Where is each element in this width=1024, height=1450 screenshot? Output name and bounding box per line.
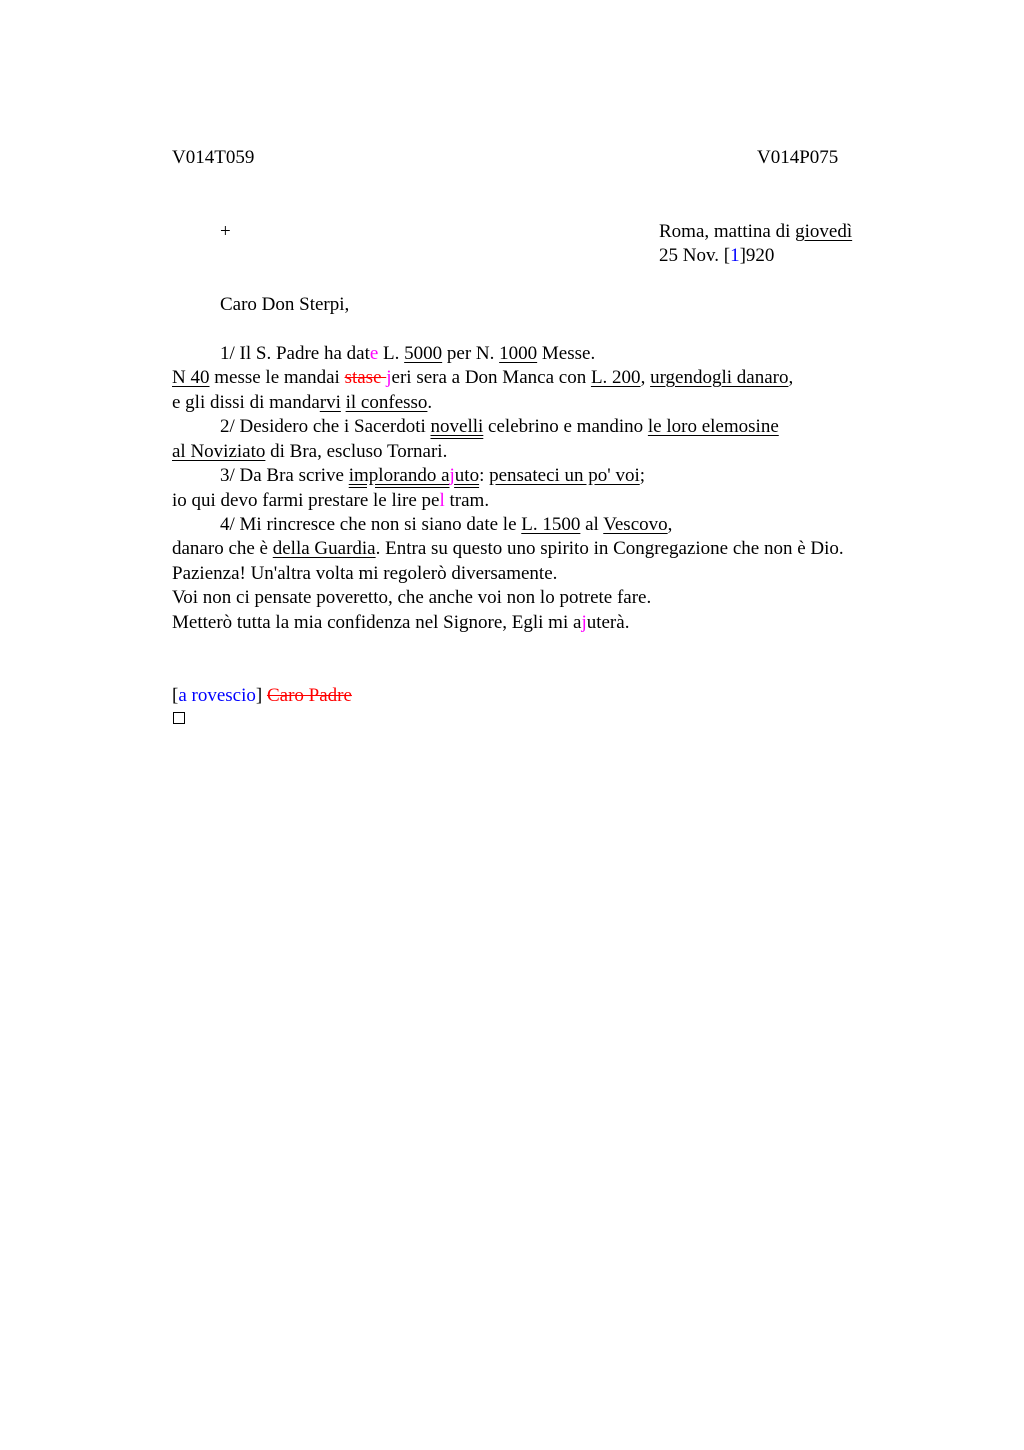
text-run: messe le mandai (209, 367, 345, 388)
body-line-6 (220, 464, 645, 488)
text-run: celebrino e mandino (483, 416, 648, 437)
text-run: danaro che è (172, 538, 273, 559)
body-line-9 (172, 537, 844, 561)
text-run: , (640, 367, 651, 388)
empty-box-icon (173, 712, 185, 724)
text-run: di Bra, escluso Tornari. (265, 441, 448, 462)
date-suffix: ]920 (739, 245, 775, 266)
cross-mark: + (220, 221, 231, 242)
added-text: l (439, 490, 445, 511)
text-run: . Entra su questo uno spirito in Congregazione che non è Dio. (375, 538, 844, 559)
underlined-text: urgendogli danaro (650, 367, 789, 388)
body-line-7 (172, 489, 489, 513)
text-run: ; (639, 465, 646, 486)
added-text: j (449, 465, 455, 486)
double-underlined-text: novelli (430, 416, 484, 437)
added-text: e (369, 343, 379, 364)
underlined-text: pensateci un po' voi (489, 465, 640, 486)
underlined-text: L. 1500 (521, 514, 581, 535)
salutation: Caro Don Sterpi, (220, 294, 350, 315)
text-run: uterà. (586, 612, 630, 633)
date-prefix: 25 Nov. [ (659, 245, 731, 266)
header-right-code: V014P075 (757, 147, 839, 168)
header-left-code: V014T059 (172, 147, 255, 168)
text-run: : (479, 465, 490, 486)
underlined-text: della Guardia (272, 538, 376, 559)
body-line-5 (172, 440, 447, 464)
underlined-text: al Noviziato (172, 441, 266, 462)
deleted-text: stase (344, 367, 387, 388)
body-line-3 (172, 391, 432, 415)
underlined-text: Vescovo (603, 514, 668, 535)
body-line-12 (172, 611, 629, 635)
body-line-10: Pazienza! Un'altra volta mi regolerò diversamente. (172, 563, 558, 584)
text-run: Messe. (537, 343, 596, 364)
text-run: eri sera a Don Manca con (391, 367, 591, 388)
underlined-text: il confesso (345, 392, 428, 413)
dateline-place (659, 220, 852, 244)
text-run: tram. (444, 490, 490, 511)
underlined-text: 5000 (404, 343, 443, 364)
text-run: 1/ Il S. Padre ha dat (220, 343, 370, 364)
underlined-text: L. 200 (590, 367, 641, 388)
body-line-2 (172, 366, 793, 390)
body-line-11: Voi non ci pensate poveretto, che anche voi non lo potrete fare. (172, 587, 652, 608)
date-inserted: 1 (730, 245, 740, 266)
text-run: 2/ Desidero che i Sacerdoti (220, 416, 431, 437)
double-underlined-text (349, 465, 479, 486)
text-run: , (788, 367, 794, 388)
text-run: uto (454, 465, 480, 486)
underlined-text: rvi (319, 392, 341, 413)
added-text: j (581, 612, 587, 633)
dateline-date (659, 244, 774, 268)
body-line-8 (220, 513, 672, 537)
underlined-text: N 40 (172, 367, 210, 388)
text-run: 4/ Mi rincresce che non si siano date le (220, 514, 522, 535)
text-run: [ (172, 685, 179, 706)
text-run: , (667, 514, 673, 535)
editorial-note: a rovescio (178, 685, 256, 706)
underlined-text: 1000 (499, 343, 538, 364)
text-run: ] (255, 685, 263, 706)
footer-note (172, 684, 352, 708)
text-run: . (427, 392, 433, 413)
body-line-4 (220, 415, 779, 439)
text-run: per N. (442, 343, 500, 364)
text-run: al (580, 514, 604, 535)
text-run: io qui devo farmi prestare le lire pe (172, 490, 440, 511)
text-run: L. (378, 343, 405, 364)
text-run: 3/ Da Bra scrive (220, 465, 349, 486)
text-run: Metterò tutta la mia confidenza nel Signore, Egli mi a (172, 612, 582, 633)
dateline-day: giovedì (795, 221, 853, 242)
deleted-text: Caro Padre (266, 685, 352, 706)
dateline-prefix: Roma, mattina di (659, 221, 796, 242)
text-run: e gli dissi di manda (172, 392, 320, 413)
text-run: implorando a (348, 465, 450, 486)
underlined-text: le loro elemosine (647, 416, 779, 437)
body-line-1 (220, 342, 595, 366)
added-text: j (386, 367, 392, 388)
